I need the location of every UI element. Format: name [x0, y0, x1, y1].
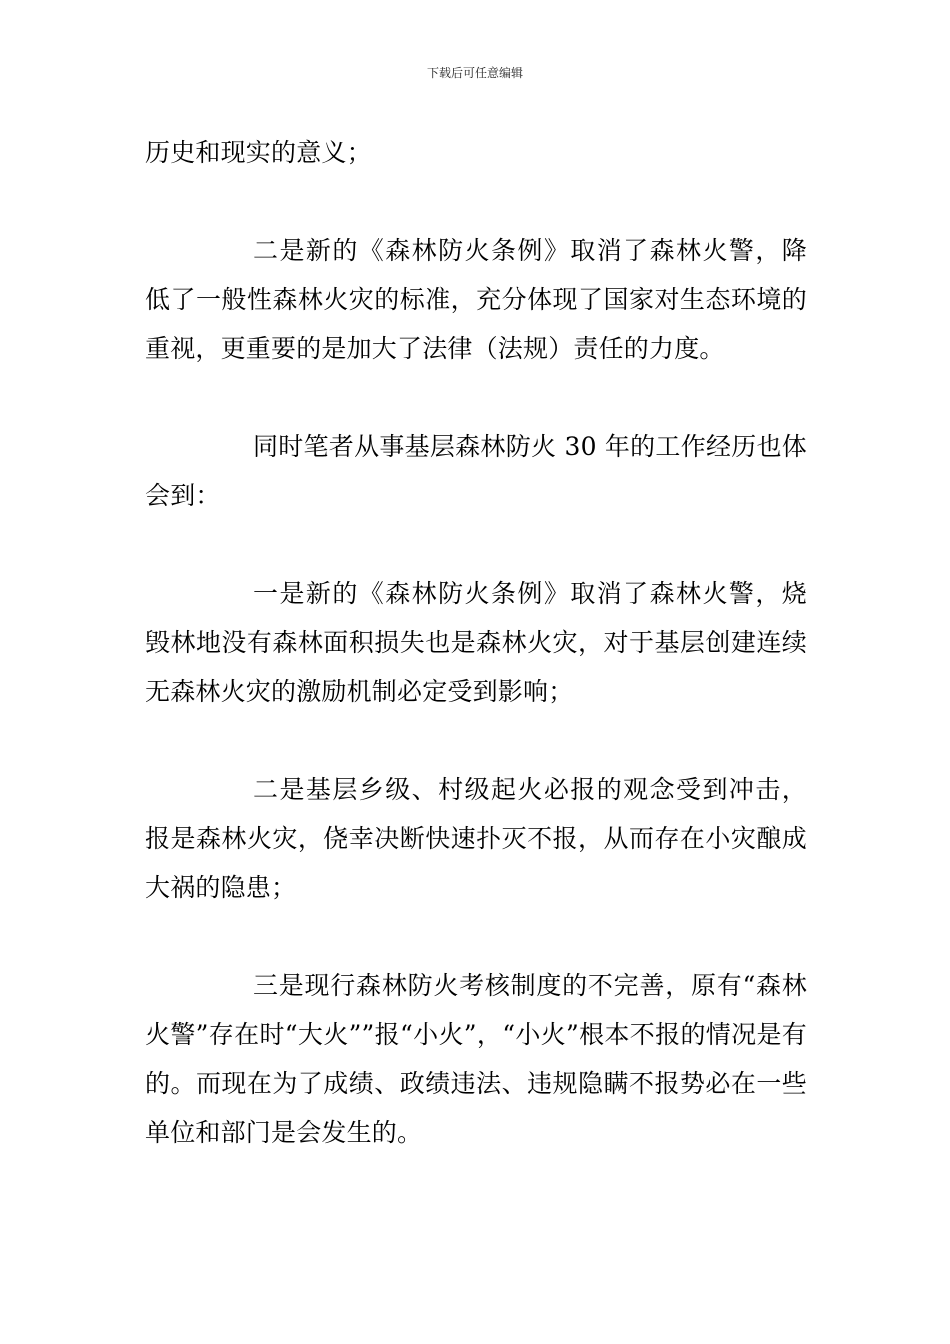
document-body — [145, 128, 807, 1157]
paragraph-3: 同时笔者从事基层森林防火 30 年的工作经历也体会到： — [145, 432, 807, 510]
paragraph-gap — [145, 373, 807, 422]
paragraph-gap — [145, 716, 807, 765]
paragraph-6: 三是现行森林防火考核制度的不完善，原有“森林火警”存在时“大火””报“小火”，“小火”根本不报的情况是有的。而现在为了成绩、政绩违法、违规隐瞒不报势必在一些单位和部门是会发生的。 — [145, 971, 807, 1147]
paragraph-5: 二是基层乡级、村级起火必报的观念受到冲击，报是森林火灾，侥幸决断快速扑灭不报，从而存在小灾酿成大祸的隐患； — [145, 775, 807, 902]
page-header: 下载后可任意编辑 — [426, 66, 523, 80]
paragraph-gap — [145, 520, 807, 569]
paragraph-gap — [145, 177, 807, 226]
paragraph-2: 二是新的《森林防火条例》取消了森林火警，降低了一般性森林火灾的标准，充分体现了国家对生态环境的重视，更重要的是加大了法律（法规）责任的力度。 — [145, 236, 807, 363]
paragraph-gap — [145, 912, 807, 961]
paragraph-4: 一是新的《森林防火条例》取消了森林火警，烧毁林地没有森林面积损失也是森林火灾，对于基层创建连续无森林火灾的激励机制必定受到影响； — [145, 579, 807, 706]
paragraph-1: 历史和现实的意义； — [145, 138, 372, 167]
